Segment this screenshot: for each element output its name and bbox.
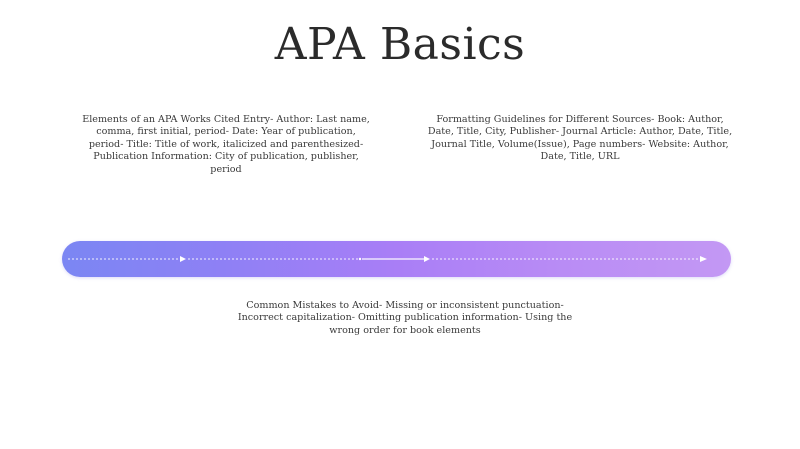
arrow-head-icon [180, 256, 186, 262]
timeline-segment-3 [362, 256, 430, 262]
timeline-arrows [62, 241, 731, 277]
slide-title: APA Basics [274, 19, 526, 70]
timeline-segment-1 [68, 256, 186, 262]
timeline-dot-icon [359, 258, 361, 260]
common-mistakes-text: Common Mistakes to Avoid- Missing or inconsistent punctuation- Incorrect capitalization- Omitting publication information- Using the wrong order for book elements [237, 300, 573, 336]
arrow-head-icon [700, 256, 707, 262]
timeline-segment-2 [188, 258, 361, 260]
timeline-segment-4 [432, 256, 707, 262]
formatting-guidelines-text: Formatting Guidelines for Different Sources- Book: Author, Date, Title, City, Publisher- Journal Article: Author, Date, Title, Journal Title, Volume(Issue), Page numbers- Website: Author, Date, Title, URL [427, 114, 733, 163]
timeline-bar [62, 241, 731, 277]
arrow-head-icon [424, 256, 430, 262]
apa-elements-text: Elements of an APA Works Cited Entry- Author: Last name, comma, first initial, period- Date: Year of publication, period- Title: Title of work, italicized and parenthesized- Publication Information: City of publication, publisher, period [82, 114, 370, 175]
